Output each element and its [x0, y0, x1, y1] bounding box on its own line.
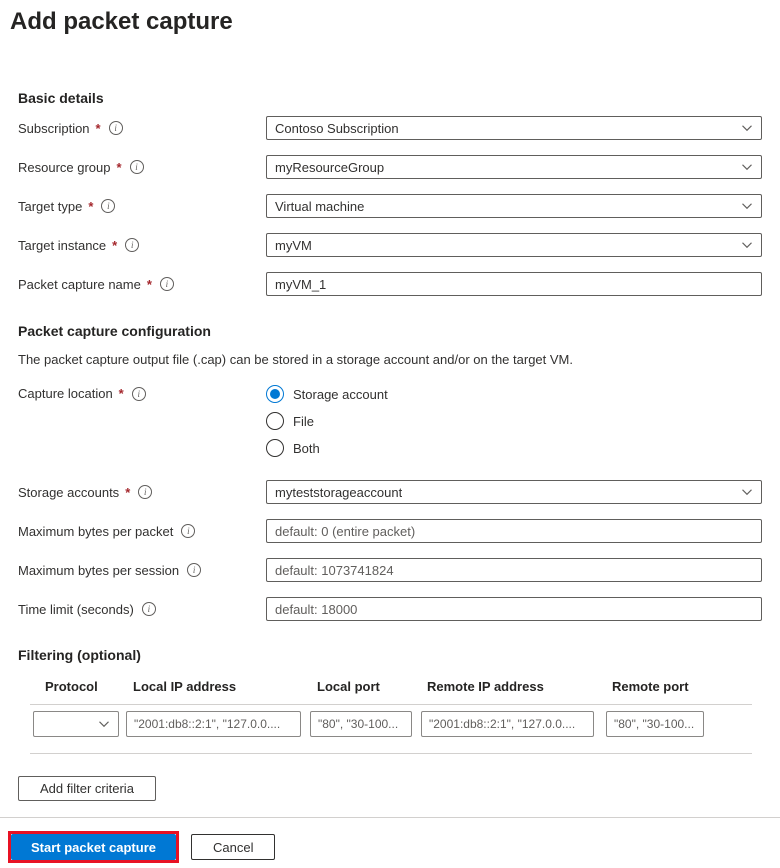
max-bytes-packet-row [18, 519, 762, 543]
max-bytes-session-row [18, 558, 762, 582]
divider [30, 753, 752, 754]
packet-capture-name-row [18, 272, 762, 296]
label-text: Target instance [18, 237, 107, 253]
target-type-value: Virtual machine [275, 198, 365, 214]
storage-accounts-row [18, 480, 762, 504]
info-icon[interactable]: i [109, 121, 123, 135]
target-instance-value: myVM [275, 237, 312, 253]
max-bytes-packet-label [18, 524, 266, 539]
filter-table-headers [33, 679, 762, 694]
label-text: Target type [18, 198, 83, 214]
capture-location-label [18, 386, 266, 401]
radio-file[interactable] [266, 411, 762, 431]
time-limit-label [18, 602, 266, 617]
basic-details-heading: Basic details [18, 90, 104, 106]
target-instance-dropdown[interactable] [266, 233, 762, 257]
required-asterisk: * [95, 120, 101, 136]
remote-ip-input[interactable] [421, 711, 594, 737]
radio-label: File [293, 413, 314, 429]
cancel-button[interactable]: Cancel [191, 834, 275, 860]
packet-capture-name-label [18, 277, 266, 292]
radio-label: Storage account [293, 386, 388, 402]
local-ip-input[interactable] [126, 711, 301, 737]
chevron-down-icon [741, 122, 753, 134]
add-filter-criteria-button[interactable]: Add filter criteria [18, 776, 156, 801]
info-icon[interactable]: i [138, 485, 152, 499]
subscription-label [18, 121, 266, 136]
column-header-local-port: Local port [317, 679, 380, 694]
info-icon[interactable]: i [187, 563, 201, 577]
local-port-input[interactable] [310, 711, 412, 737]
info-icon[interactable]: i [125, 238, 139, 252]
required-asterisk: * [146, 276, 152, 292]
label-text: Storage accounts [18, 484, 120, 500]
info-icon[interactable]: i [132, 387, 146, 401]
time-limit-input[interactable] [266, 597, 762, 621]
chevron-down-icon [741, 161, 753, 173]
capture-location-row [18, 384, 762, 458]
time-limit-row [18, 597, 762, 621]
max-bytes-session-label [18, 563, 266, 578]
column-header-remote-port: Remote port [612, 679, 689, 694]
capture-location-radio-group [266, 384, 762, 458]
subscription-value: Contoso Subscription [275, 120, 399, 136]
start-packet-capture-button[interactable]: Start packet capture [11, 834, 176, 860]
max-bytes-session-input[interactable] [266, 558, 762, 582]
radio-storage-account[interactable] [266, 384, 762, 404]
target-type-label [18, 199, 266, 214]
storage-accounts-dropdown[interactable] [266, 480, 762, 504]
required-asterisk: * [118, 386, 124, 401]
radio-label: Both [293, 440, 320, 456]
resource-group-row [18, 155, 762, 179]
label-text: Maximum bytes per packet [18, 523, 174, 539]
footer-actions [8, 831, 762, 863]
info-icon[interactable]: i [181, 524, 195, 538]
red-highlight-box [8, 831, 179, 863]
chevron-down-icon [741, 239, 753, 251]
label-text: Resource group [18, 159, 111, 175]
storage-accounts-label [18, 485, 266, 500]
target-instance-row [18, 233, 762, 257]
column-header-remote-ip: Remote IP address [427, 679, 544, 694]
label-text: Maximum bytes per session [18, 562, 180, 578]
label-text: Subscription [18, 120, 90, 136]
protocol-select[interactable] [33, 711, 119, 737]
info-icon[interactable]: i [142, 602, 156, 616]
info-icon[interactable]: i [160, 277, 174, 291]
chevron-down-icon [98, 718, 110, 730]
filtering-heading: Filtering (optional) [18, 647, 141, 663]
divider [0, 817, 780, 818]
storage-accounts-value: myteststorageaccount [275, 484, 403, 500]
chevron-down-icon [741, 486, 753, 498]
label-text: Packet capture name [18, 276, 141, 292]
radio-selected-icon[interactable] [266, 385, 284, 403]
label-text: Time limit (seconds) [18, 601, 134, 617]
info-icon[interactable]: i [130, 160, 144, 174]
required-asterisk: * [125, 484, 131, 500]
resource-group-dropdown[interactable] [266, 155, 762, 179]
radio-unselected-icon[interactable] [266, 412, 284, 430]
filter-table [33, 679, 762, 754]
target-type-dropdown[interactable] [266, 194, 762, 218]
filter-row [33, 705, 762, 743]
subscription-row [18, 116, 762, 140]
config-heading: Packet capture configuration [18, 323, 211, 339]
column-header-local-ip: Local IP address [133, 679, 237, 694]
column-header-protocol: Protocol [45, 679, 98, 694]
target-type-row [18, 194, 762, 218]
resource-group-value: myResourceGroup [275, 159, 385, 175]
target-instance-label [18, 238, 266, 253]
label-text: Capture location [18, 386, 113, 401]
subscription-dropdown[interactable] [266, 116, 762, 140]
resource-group-label [18, 160, 266, 175]
chevron-down-icon [741, 200, 753, 212]
required-asterisk: * [88, 198, 94, 214]
required-asterisk: * [112, 237, 118, 253]
config-description: The packet capture output file (.cap) can be stored in a storage account and/or on the target VM. [18, 352, 573, 367]
radio-both[interactable] [266, 438, 762, 458]
radio-unselected-icon[interactable] [266, 439, 284, 457]
packet-capture-name-input[interactable] [266, 272, 762, 296]
remote-port-input[interactable] [606, 711, 704, 737]
page-title: Add packet capture [10, 8, 233, 35]
info-icon[interactable]: i [101, 199, 115, 213]
max-bytes-packet-input[interactable] [266, 519, 762, 543]
required-asterisk: * [116, 159, 122, 175]
